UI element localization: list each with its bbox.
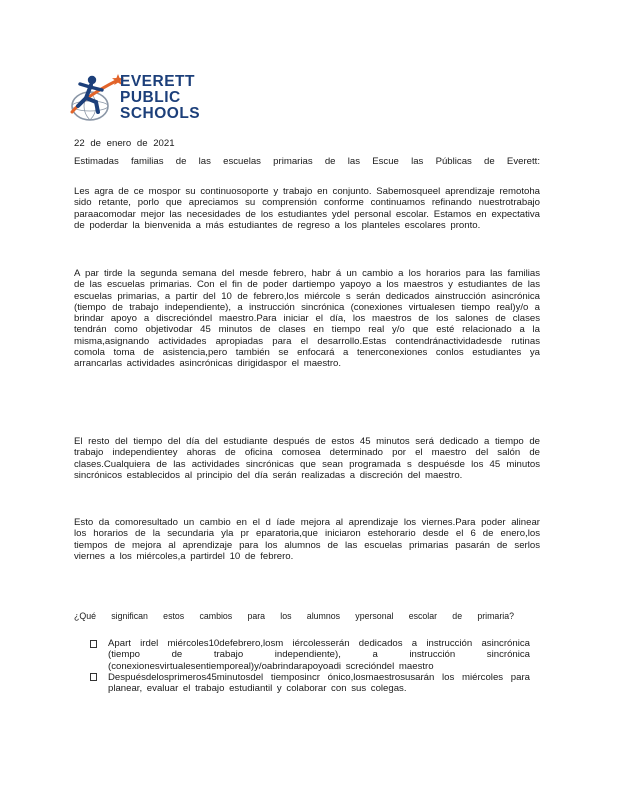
bullet-box-icon [90, 640, 97, 648]
paragraph-2: A par tirde la segunda semana del mesde febrero, habr á un cambio a los horarios para las familias de las escuelas primarias. Con el fin de poder dartiempo yapoyo a los maestros y estudiantes de las escuelas primarias, a partir del 10 de febrero,los miércole s serán dedicados ainstrucción asincrónica (tiempo de trabajo independiente), a instrucción sincrónica (conexiones virtualesen tiempo real)y/o a brindar apoyo a discrecióndel maestro.Para iniciar el día, los maestros de los salones de clases tendrán como objetivodar 45 minutos de clases en tiempo real y/o que esté relacionado a la misma,asignando actividades apropiadas para el desarrollo.Estas contendránactividadesde rutinas comola toma de asistencia,pero también se enfocará a tenerconexiones conlos estudiantes ya arrancarlas actividades asincrónicas dirigidaspor el maestro. [74, 268, 540, 370]
section-question: ¿Qué significan estos cambios para los alumnos ypersonal escolar de primaria? [74, 611, 514, 621]
list-item [90, 638, 530, 672]
district-logo [68, 72, 218, 128]
logo-line-1: EVERETT [120, 73, 195, 90]
list-item-text: Despuésdelosprimeros45minutosdel tiemposincr ónico,losmaestrosusarán los miércoles para planear, evaluar el trabajo estudiantil y colaborar con sus colegas. [108, 671, 530, 695]
list-item-text: Apart irdel miércoles10defebrero,losm iércolesserán dedicados a instrucción asincrónica (tiempo de trabajo independiente), a instrucción sincrónica (conexionesvirtualesentiemporeal)y/oabrindarapoyoadi screcióndel maestro [108, 638, 530, 672]
paragraph-4: Esto da comoresultado un cambio en el d íade mejora al aprendizaje los viernes.Para poder alinear los horarios de la secundaria yla pr eparatoria,que iniciaron estehorario desde el 6 de enero,los tiempos de mejora al aprendizaje para los alumnos de las escuelas primarias pasarán de serlos viernes a los miércoles,a partirdel 10 de febrero. [74, 517, 540, 562]
district-name [120, 74, 200, 122]
paragraph-3: El resto del tiempo del día del estudiante después de estos 45 minutos será dedicado a tiempo de trabajo independientey ahoras de oficina comosea determinado por el maestro del salón de clases.Cualquiera de las actividades sincrónicas que sean programada s despuésde los 45 minutos sincrónicos establecidos al principio del día serán realizadas a discreción del maestro. [74, 436, 540, 481]
logo-line-2: PUBLIC [120, 89, 181, 106]
runner-globe-icon [68, 72, 124, 128]
letter-date: 22 de enero de 2021 [74, 138, 175, 149]
paragraph-1: Les agra de ce mospor su continuosoporte y trabajo en conjunto. Sabemosqueel aprendizaje remotoha sido retante, porlo que apreciamos su comprensión conforme continuamos refinando nuestrotrabajo paraacomodar mejor las necesidades de los estudiantes ydel personal escolar. Estamos en expectativa de poderdar la bienvenida a más estudiantes de regreso a los planteles escolares pronto. [74, 186, 540, 231]
changes-list [90, 638, 530, 694]
list-item [90, 672, 530, 695]
greeting: Estimadas familias de las escuelas primarias de las Escue las Públicas de Everett: [74, 156, 540, 167]
logo-line-3: SCHOOLS [120, 105, 201, 122]
bullet-box-icon [90, 673, 97, 681]
